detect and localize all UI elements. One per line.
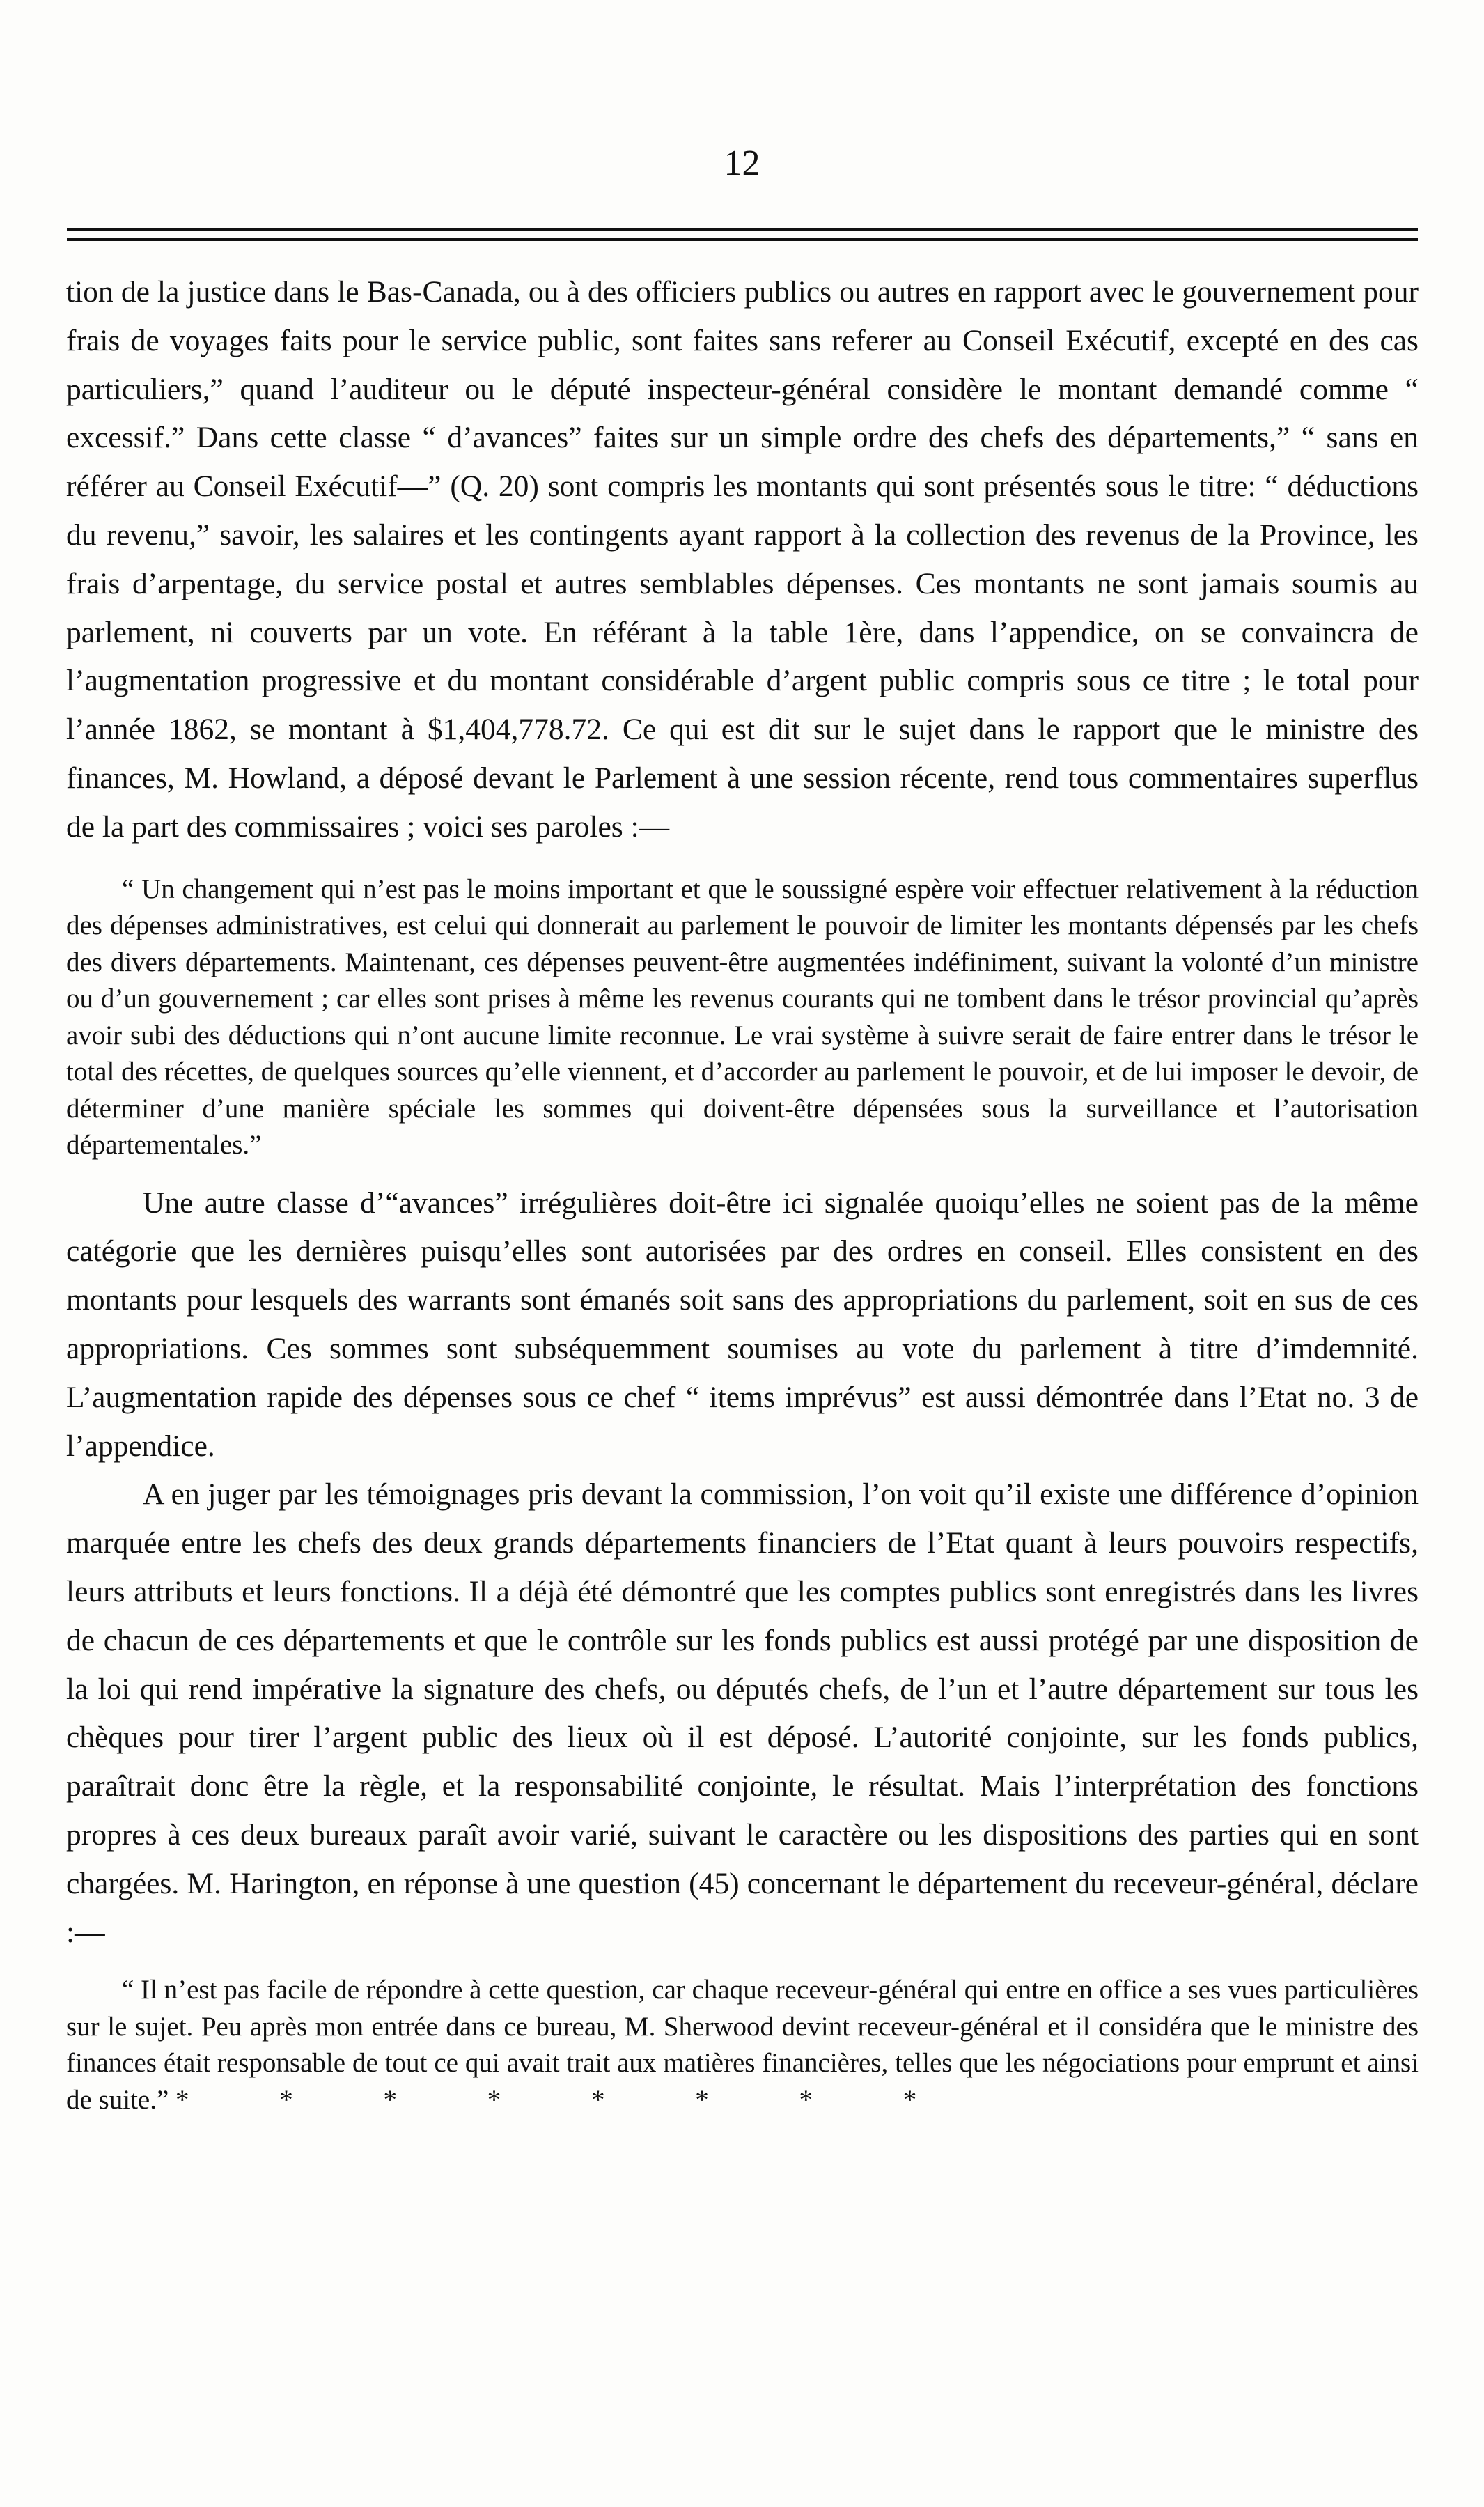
ellipsis-stars: * * * * * * * * — [175, 2084, 917, 2115]
spacer — [66, 1164, 1419, 1179]
page-body — [66, 268, 1419, 2118]
body-paragraph-2: Une autre classe d’“avances” irrégulières doit-être ici signalée quoiqu’elles ne soient pas de la même catégorie que les dernières puisqu’elles sont autorisées par des ordres en conseil. Elles consistent en des montants pour lesquels des warrants sont émanés soit sans des appropriations du parlement, soit en sus de ces appropriations. Ces sommes sont subséquemment soumises au vote du parlement à titre d’imdemnité. L’augmentation rapide des dépenses sous ce chef “ items imprévus” est aussi démontrée dans l’Etat no. 3 de l’appendice. — [66, 1186, 1419, 1463]
block-quote-2 — [66, 1972, 1419, 2118]
header-rule-lower — [67, 238, 1418, 241]
spacer — [66, 1957, 1419, 1972]
spacer — [66, 852, 1419, 871]
header-rule-upper — [67, 228, 1418, 231]
block-quote-2-text: “ Il n’est pas facile de répondre à cette question, car chaque receveur-général qui entre en office a ses vues particulières sur le sujet. Peu après mon entrée dans ce bureau, M. Sherwood devint receveur-général et il considéra que le ministre des finances était responsable de tout ce qui avait trait aux matières financières, telles que les négociations pour emprunt et ainsi de suite.” — [66, 1975, 1419, 2115]
body-paragraph-1: tion de la justice dans le Bas-Canada, ou à des officiers publics ou autres en rapport avec le gouvernement pour frais de voyages faits pour le service public, sont faites sans referer au Conseil Exécutif, excepté en des cas particuliers,” quand l’auditeur ou le député inspecteur-général considère le montant demandé comme “ excessif.” Dans cette classe “ d’avances” faites sur un simple ordre des chefs des départements,” “ sans en référer au Conseil Exécutif—” (Q. 20) sont compris les montants qui sont présentés sous le titre: “ déductions du revenu,” savoir, les salaires et les contingents ayant rapport à la collection des revenus de la Province, les frais d’arpentage, du service postal et autres semblables dépenses. Ces montants ne sont jamais soumis au parlement, ni couverts par un vote. En référant à la table 1ère, dans l’appendice, on se convaincra de l’augmentation progressive et du montant considérable d’argent public compris sous ce titre ; le total pour l’année 1862, se montant à $1,404,778.72. Ce qui est dit sur le sujet dans le rapport que le ministre des finances, M. Howland, a déposé devant le Parlement à une session récente, rend tous commentaires superflus de la part des commissaires ; voici ses paroles :— — [66, 275, 1419, 844]
body-paragraph-3: A en juger par les témoignages pris devant la commission, l’on voit qu’il existe une différence d’opinion marquée entre les chefs des deux grands départements financiers de l’Etat quant à leurs pouvoirs respectifs, leurs attributs et leurs fonctions. Il a déjà été démontré que les comptes publics sont enregistrés dans les livres de chacun de ces départements et que le contrôle sur les fonds publics est aussi protégé par une disposition de la loi qui rend impérative la signature des chefs, ou députés chefs, de l’un et l’autre département sur tous les chèques pour tirer l’argent public des lieux où il est déposé. L’autorité conjointe, sur les fonds publics, paraîtrait donc être la règle, et la responsabilité conjointe, le résultat. Mais l’interprétation des fonctions propres à ces deux bureaux paraît avoir varié, suivant le caractère ou les dispositions des parties qui en sont chargées. M. Harington, en réponse à une question (45) concernant le département du receveur-général, déclare :— — [66, 1477, 1419, 1949]
block-quote-1: “ Un changement qui n’est pas le moins important et que le soussigné espère voir effectuer relativement à la réduction des dépenses administratives, est celui qui donnerait au parlement le pouvoir de limiter les montants dépensés par les chefs des divers départements. Maintenant, ces dépenses peuvent-être augmentées indéfiniment, suivant la volonté d’un ministre ou d’un gouvernement ; car elles sont prises à même les revenus courants qui ne tombent dans le trésor provincial qu’après avoir subi des déductions qui n’ont aucune limite reconnue. Le vrai système à suivre serait de faire entrer dans le trésor le total des récettes, de quelques sources qu’elle viennent, et d’accorder au parlement le pouvoir, et de lui imposer le devoir, de déterminer d’une manière spéciale les sommes qui doivent-être dépensées sous la surveillance et l’autorisation départementales.” — [66, 874, 1419, 1161]
page-number: 12 — [724, 143, 760, 183]
